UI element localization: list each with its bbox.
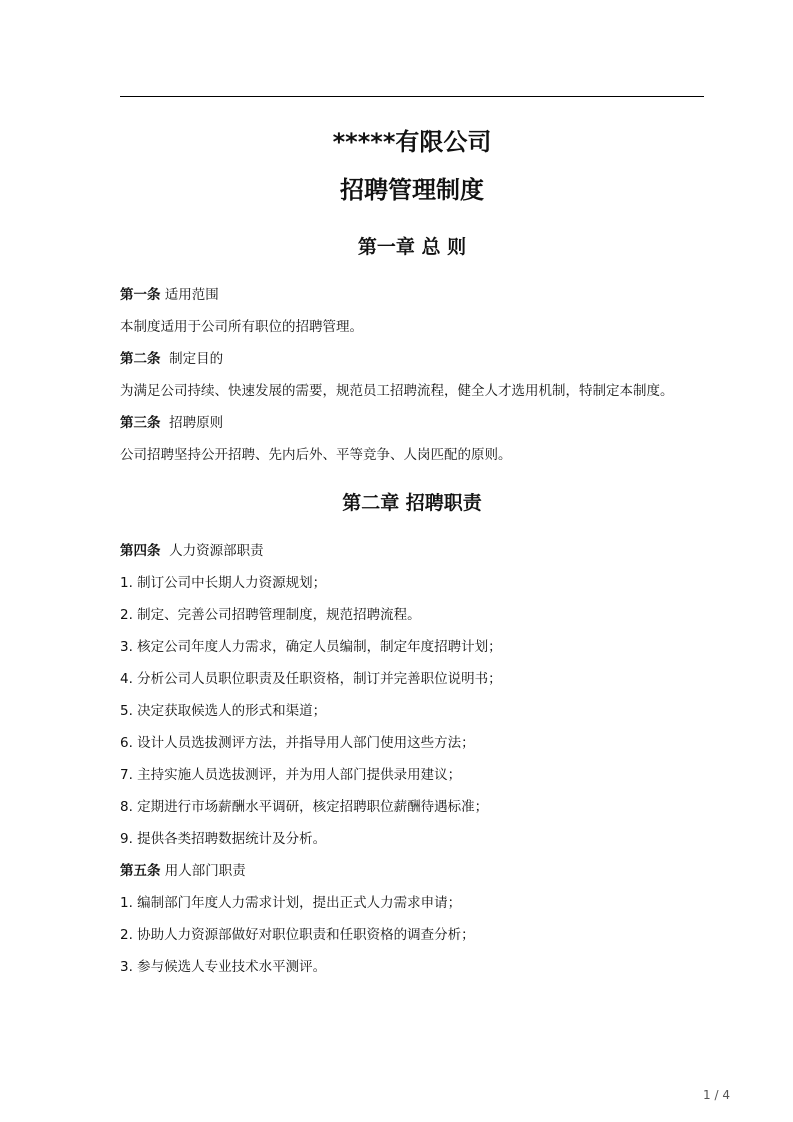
article-1-heading (120, 286, 219, 304)
article-heading: 人力资源部职责 (169, 543, 264, 559)
article-label: 第二条 (120, 351, 161, 367)
article-label: 第五条 (120, 863, 161, 879)
article-heading: 适用范围 (164, 287, 219, 303)
list-item: 8. 定期进行市场薪酬水平调研，核定招聘职位薪酬待遇标准； (120, 799, 489, 815)
list-item: 3. 核定公司年度人力需求，确定人员编制，制定年度招聘计划； (120, 639, 502, 655)
list-item: 7. 主持实施人员选拔测评，并为用人部门提供录用建议； (120, 767, 462, 783)
article-3-heading (120, 414, 223, 432)
article-heading: 用人部门职责 (164, 863, 246, 879)
article-2-heading (120, 350, 223, 368)
list-item: 9. 提供各类招聘数据统计及分析。 (120, 831, 327, 847)
article-heading: 招聘原则 (169, 415, 224, 431)
article-heading: 制定目的 (169, 351, 224, 367)
page-indicator: 1 / 4 (703, 1088, 730, 1102)
article-2-body: 为满足公司持续、快速发展的需要，规范员工招聘流程，健全人才选用机制，特制定本制度。 (120, 383, 674, 399)
document-title: 招聘管理制度 (340, 176, 484, 204)
chapter-1-title: 第一章 总 则 (357, 236, 467, 258)
article-label: 第四条 (120, 543, 161, 559)
list-item: 3. 参与候选人专业技术水平测评。 (120, 959, 327, 975)
list-item: 4. 分析公司人员职位职责及任职资格，制订并完善职位说明书； (120, 671, 502, 687)
list-item: 2. 协助人力资源部做好对职位职责和任职资格的调查分析； (120, 927, 475, 943)
list-item: 2. 制定、完善公司招聘管理制度，规范招聘流程。 (120, 607, 421, 623)
list-item: 5. 决定获取候选人的形式和渠道； (120, 703, 327, 719)
article-1-body: 本制度适用于公司所有职位的招聘管理。 (120, 319, 363, 335)
article-label: 第一条 (120, 287, 161, 303)
header-rule (120, 96, 704, 97)
article-4-heading (120, 542, 264, 560)
article-3-body: 公司招聘坚持公开招聘、先内后外、平等竞争、人岗匹配的原则。 (120, 447, 512, 463)
list-item: 6. 设计人员选拔测评方法，并指导用人部门使用这些方法； (120, 735, 475, 751)
list-item: 1. 制订公司中长期人力资源规划； (120, 575, 327, 591)
chapter-2-title: 第二章 招聘职责 (342, 492, 482, 514)
list-item: 1. 编制部门年度人力需求计划，提出正式人力需求申请； (120, 895, 462, 911)
article-5-heading (120, 862, 246, 880)
article-label: 第三条 (120, 415, 161, 431)
company-name: *****有限公司 (332, 128, 492, 156)
